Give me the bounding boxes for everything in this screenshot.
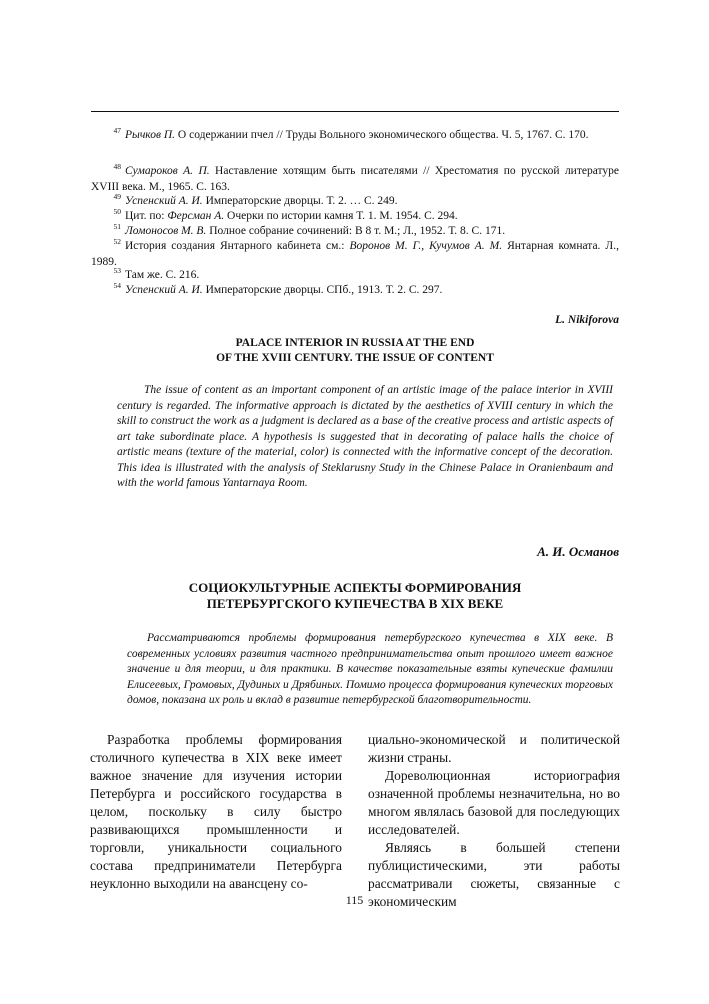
footnote-author: Ферсман А. <box>167 210 225 222</box>
footnote-number: 50 <box>113 207 121 216</box>
footnote-51 <box>91 224 619 240</box>
body-column-right <box>368 731 620 911</box>
footnote-number: 53 <box>113 266 121 275</box>
footnote-53 <box>91 268 619 284</box>
footnote-number: 47 <box>113 126 121 135</box>
footnote-number: 49 <box>113 192 121 201</box>
article-title <box>91 580 619 612</box>
footnote-number: 54 <box>113 281 121 290</box>
body-paragraph: Являясь в большей степени публицистическими, эти работы рассматривали сюжеты, связанные с экономическим <box>368 840 620 909</box>
footnote-author: Успенский А. И. <box>125 195 203 207</box>
article-title <box>91 336 619 366</box>
footnote-49 <box>91 194 619 210</box>
footnote-text: Наставление хотящим быть писателями // Хрестоматия по русской литературе XVIII века. М., 1965. С. 163. <box>91 165 619 193</box>
article-abstract: Рассматриваются проблемы формирования петербургского купечества в XIX веке. В современных условиях развития частного предпринимательства опыт прошлого имеет важное значение и для теории, и для практики. В качестве показательные взяты купеческие фамилии Елисеевых, Громовых, Дудиных и Дрябиных. Помимо процесса формирования купеческих торговых домов, показана их роль и вклад в развитие петербургской благотворительности. <box>127 632 613 706</box>
article-author: L. Nikiforova <box>555 314 619 326</box>
footnote-text: Цит. по: <box>125 210 168 222</box>
footnote-52 <box>91 239 619 269</box>
footnote-author: Рычков П. <box>125 129 176 141</box>
header-rule <box>91 111 619 112</box>
footnote-54 <box>91 283 619 299</box>
body-column-left <box>90 731 342 893</box>
footnote-author: Успенский А. И. <box>125 284 203 296</box>
footnote-text-2: Очерки по истории камня Т. 1. М. 1954. С. 294. <box>224 210 458 222</box>
footnote-text: О содержании пчел // Труды Вольного экономического общества. Ч. 5, 1767. С. 170. <box>175 129 589 141</box>
footnote-number: 52 <box>113 237 121 246</box>
footnote-text-2: Янтарная комната. Л., 1989. <box>91 240 619 268</box>
body-paragraph: Разработка проблемы формирования столичного купечества в XIX веке имеет важное значение для изучения истории Петербурга и российского государства в целом, поскольку в силу быстро развивающихся промышленности и торговли, уникальности социального состава предприниматели Петербурга неуклонно выходили на авансцену со- <box>90 732 342 891</box>
abstract-text: The issue of content as an important component of an artistic image of the palace interior in XVIII century is regarded. The informative approach is dictated by the aesthetics of XVIII century in which the skill to construct the work as a judgment is declared as a base of the creative process and artistic aspects of art take subordinate place. A hypothesis is suggested that in decorating of palace halls the choice of artistic means (texture of the material, color) is connected with the informative concept of the decoration. This idea is illustrated with the analysis of Steklarusny Study in the Chinese Palace in Oranienbaum and with the world famous Yantarnaya Room. <box>117 384 613 489</box>
article-abstract <box>117 383 613 492</box>
footnote-text: Императорские дворцы. СПб., 1913. Т. 2. С. 297. <box>202 284 443 296</box>
footnote-text: Полное собрание сочинений: В 8 т. М.; Л., 1952. Т. 8. С. 171. <box>206 225 506 237</box>
footnote-48 <box>91 164 619 194</box>
article-title-line: СОЦИОКУЛЬТУРНЫЕ АСПЕКТЫ ФОРМИРОВАНИЯ <box>188 580 522 595</box>
footnote-number: 51 <box>113 222 121 231</box>
article-title-line: ПЕТЕРБУРГСКОГО КУПЕЧЕСТВА В XIX ВЕКЕ <box>206 596 504 611</box>
article-author: А. И. Османов <box>537 544 619 559</box>
footnote-50 <box>91 209 619 225</box>
footnote-47 <box>91 128 619 144</box>
footnote-number: 48 <box>113 162 121 171</box>
article-title-line: OF THE XVIII CENTURY. THE ISSUE OF CONTENT <box>216 352 494 364</box>
body-paragraph: Дореволюционная историография означенной проблемы незначительна, но во многом являлась базовой для последующих исследователей. <box>368 768 620 837</box>
footnote-author: Воронов М. Г., Кучумов А. М. <box>349 240 503 252</box>
footnote-author: Ломоносов М. В. <box>125 225 207 237</box>
page-number: 115 <box>345 893 364 907</box>
article-title-line: PALACE INTERIOR IN RUSSIA AT THE END <box>235 337 475 349</box>
footnote-author: Сумароков А. П. <box>125 165 210 177</box>
footnote-text: История создания Янтарного кабинета см.: <box>125 240 350 252</box>
footnote-text: Императорские дворцы. Т. 2. … С. 249. <box>202 195 398 207</box>
body-paragraph: циально-экономической и политической жизни страны. <box>368 732 620 765</box>
footnote-text: Там же. С. 216. <box>125 269 200 281</box>
